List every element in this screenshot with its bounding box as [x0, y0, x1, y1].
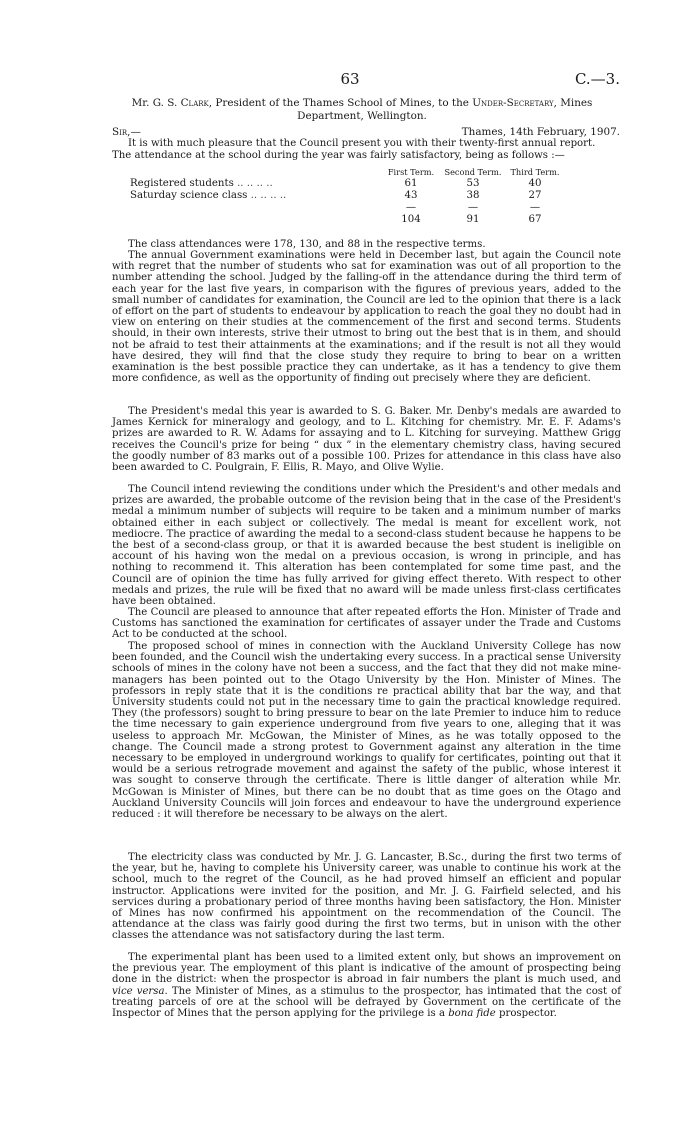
paragraph-auckland: The proposed school of mines in connection with the Auckland University College has now been founded, and the Council wish the undertaking every success. In a practical sense University schools of mines in the colony have not been a success, and the fact that they did not make mine-managers has been pointed out to the Otago University by the Hon. Minister of Mines. The professors in reply state that it is the conditions re practical ability that bar the way, and that University students could not put in the necessary time to gain the practical knowledge required. They (the professors) sought to bring pressure to bear on the late Premier to induce him to reduce the time necessary to gain experience underground from five years to one, alleging that it was useless to approach Mr. McGowan, the Minister of Mines, as he was totally opposed to the change. The Council made a strong protest to Government against any alteration in the time necessary to be employed in underground workings to qualify for certificates, pointing out that it would be a serious retrograde movement and against the safety of the public, whose interest it was sought to conserve through the certificate. There is little danger of alteration while Mr. McGowan is Minister of Mines, but there can be no doubt that as time goes on the Otago and Auckland University Councils will join forces and endeavour to have the underground experience reduced : it will therefore be necessary to be always on the alert. — [112, 641, 621, 821]
total-cell: 91 — [466, 214, 480, 225]
paragraph-examinations: The annual Government examinations were held in December last, but again the Council note with regret that the number of students who sat for examination was out of all proportion to the number attending the school. Judged by the falling-off in the attendance during the third term of each year for the last five years, in comparison with the figures of previous years, added to the small number of candidates for examination, the Council are led to the opinion that there is a lack of effort on the part of students to endeavour by application to reach the goal they no doubt had in view on entering on their studies at the commencement of the first and second terms. Students should, in their own interests, strive their utmost to bring out the best that is in them, and should not be afraid to test their attainments at the examinations; and if the result is not all they would have desired, they will find that the close study they require to bring to bear on a written examination is the best possible practice they can undertake, as it has a tendency to give them more confidence, as well as the opportunity of finding out precisely where they are deficient. — [112, 250, 621, 385]
bona-fide: bona fide — [448, 1008, 496, 1020]
heading-suffix: , Mines Department, Wellington. — [297, 97, 593, 122]
plant-text-a: The experimental plant has been used to a limited extent only, but shows an improvement on the previous year. The employment of this plant is indicative of the amount of prospecting being done in the district: when the prospector is abroad in fair numbers the plant is much used, and — [112, 952, 621, 986]
paragraph-medals: The President's medal this year is awarded to S. G. Baker. Mr. Denby's medals are awarded to James Kernick for mineralogy and geology, and to L. Kitching for chemistry. Mr. E. F. Adams's prizes are awarded to R. W. Adams for assaying and to L. Kitching for surveying. Matthew Grigg receives the Council's prize for being “ dux ” in the elementary chemistry class, having secured the goodly number of 83 marks out of a possible 100. Prizes for attendance in this class have also been awarded to C. Poulgrain, F. Ellis, R. Mayo, and Olive Wylie. — [112, 406, 621, 474]
paragraph-assayer: The Council are pleased to announce that after repeated efforts the Hon. Minister of Trade and Customs has sanctioned the examination for certificates of assayer under the Trade and Customs Act to be conducted at the school. — [112, 607, 621, 641]
column-header: Third Term. — [510, 167, 560, 177]
column-header: First Term. — [387, 167, 435, 177]
totals-blank — [130, 214, 380, 226]
table-cell: 61 — [404, 178, 418, 189]
paragraph-experimental-plant — [112, 952, 621, 1019]
table-cell: 27 — [528, 190, 542, 201]
total-cell: 104 — [401, 214, 421, 225]
vice-versa: vice versa — [112, 985, 165, 997]
letter-heading — [112, 97, 612, 123]
table-cell: 40 — [528, 178, 542, 189]
paragraph-review: The Council intend reviewing the conditions under which the President's and other medals and prizes are awarded, the probable outcome of the revision being that in the case of the President's medal a minimum number of subjects will require to be taken and a minimum number of marks obtained either in each subject or collectively. The medal is meant for excellent work, not mediocre. The practice of awarding the medal to a second-class student because he happens to be the best of a second-class group, or that it is awarded because the best student is ineligible on account of his having won the medal on a previous occasion, is wrong in principle, and has nothing to recommend it. This alteration has been contemplated for some time past, and the Council are of opinion the time has fully arrived for giving effect thereto. With respect to other medals and prizes, the rule will be fixed that no award will be made unless first-class certificates have been obtained. — [112, 484, 621, 608]
rule-cell: — — [467, 202, 479, 213]
page-number: 63 — [340, 70, 360, 88]
row-label-cell — [130, 190, 380, 202]
table-cell: 43 — [404, 190, 418, 201]
column-header: Second Term. — [444, 167, 502, 177]
dateline: Thames, 14th February, 1907. — [461, 126, 620, 138]
recipient: Under-Secretary — [472, 97, 554, 109]
intro-line-1: It is with much pleasure that the Council present you with their twenty-first annual report. — [128, 138, 596, 149]
rule-row — [130, 202, 566, 214]
intro-line-2: The attendance at the school during the year was fairly satisfactory, being as follows :— — [112, 150, 565, 161]
heading-prefix: Mr. G. S. — [131, 97, 181, 109]
document-reference: C.—3. — [574, 70, 620, 88]
plant-text-c: prospector. — [495, 1008, 557, 1020]
leader-dots: .. .. .. .. — [250, 190, 287, 201]
row-label: Saturday science class — [130, 190, 248, 201]
table-header-blank — [130, 166, 380, 178]
totals-row — [130, 214, 566, 226]
plant-text-b: . The Minister of Mines, as a stimulus to the prospector, has intimated that the cost of treating parcels of ore at the school will be defrayed by Government on the certificate of the Inspector of Mines that the person applying for the privilege is a — [112, 985, 622, 1020]
rule-blank — [130, 202, 380, 214]
table-header-row — [130, 166, 566, 178]
table-row — [130, 178, 566, 190]
salutation: Sir,— — [112, 126, 141, 138]
table-cell: 38 — [466, 190, 480, 201]
table-row — [130, 190, 566, 202]
rule-cell: — — [529, 202, 541, 213]
table-cell: 53 — [466, 178, 480, 189]
row-label-cell — [130, 178, 380, 190]
author-name: Clark — [180, 97, 209, 109]
rule-cell: — — [405, 202, 417, 213]
paragraph-class-attendances: The class attendances were 178, 130, and 88 in the respective terms. — [128, 239, 486, 250]
author-title: , President of the Thames School of Mines, to the — [208, 97, 473, 109]
attendance-table — [130, 166, 566, 226]
total-cell: 67 — [528, 214, 542, 225]
paragraph-electricity: The electricity class was conducted by Mr. J. G. Lancaster, B.Sc., during the first two terms of the year, but he, having to complete his University career, was unable to continue his work at the school, much to the regret of the Council, as he had proved himself an efficient and popular instructor. Applications were invited for the position, and Mr. J. G. Fairfield selected, and his services during a probationary period of three months having been satisfactory, the Hon. Minister of Mines has now confirmed his appointment on the recommendation of the Council. The attendance at the class was fairly good during the first two terms, but in unison with the other classes the attendance was not satisfactory during the last term. — [112, 852, 621, 942]
row-label: Registered students — [130, 178, 234, 189]
leader-dots: .. .. .. .. — [237, 178, 273, 189]
